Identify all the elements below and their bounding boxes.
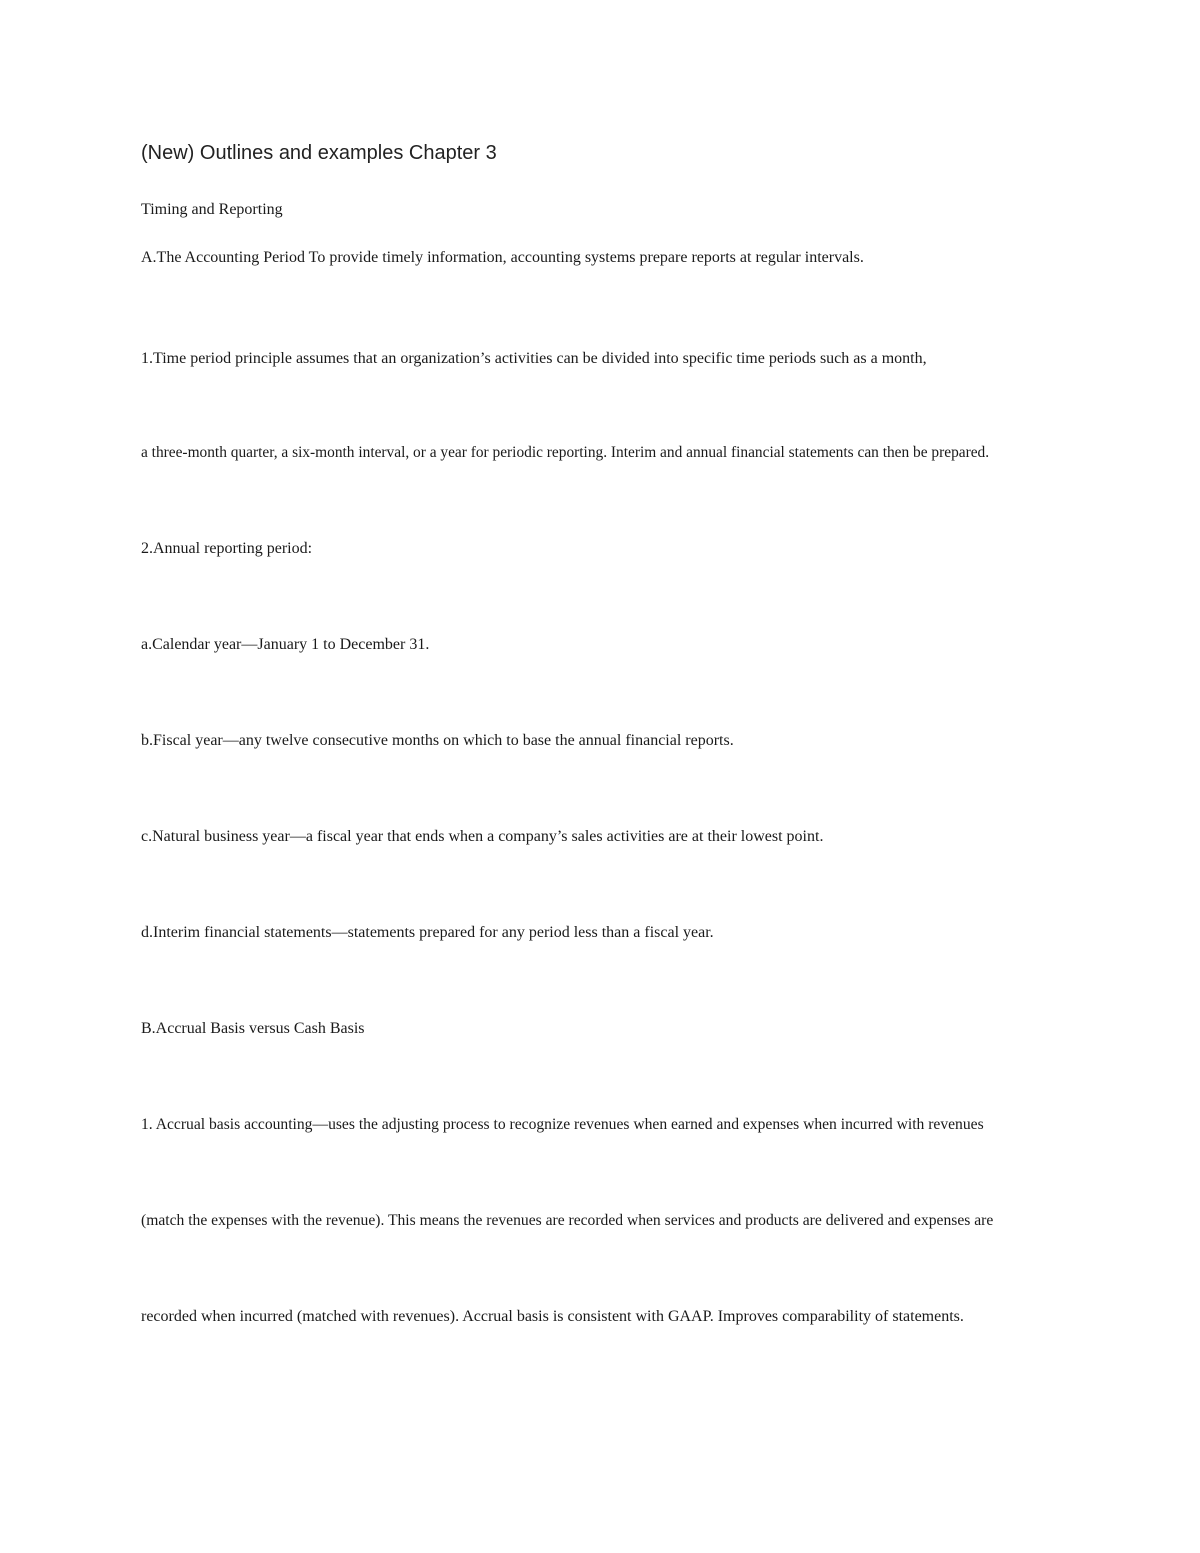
item-a-calendar-year: a.Calendar year—January 1 to December 31. [141,636,430,653]
section-a-accounting-period: A.The Accounting Period To provide timely information, accounting systems prepare reports at regular intervals. [141,249,864,266]
item-2-annual-reporting-period: 2.Annual reporting period: [141,540,313,557]
item-1-time-period-principle: 1.Time period principle assumes that an organization’s activities can be divided into specific time periods such as a month, [141,350,927,367]
item-1-accrual-basis: 1. Accrual basis accounting—uses the adjusting process to recognize revenues when earned and expenses when incurred with revenues [141,1116,984,1133]
item-1-accrual-continuation-1: (match the expenses with the revenue). This means the revenues are recorded when services and products are delivered and expenses are [141,1212,994,1229]
item-b-fiscal-year: b.Fiscal year—any twelve consecutive months on which to base the annual financial reports. [141,732,734,749]
item-c-natural-business-year: c.Natural business year—a fiscal year that ends when a company’s sales activities are at their lowest point. [141,828,824,845]
item-1-continuation: a three-month quarter, a six-month interval, or a year for periodic reporting. Interim and annual financial statements can then be prepared. [141,444,990,461]
section-b-accrual-vs-cash: B.Accrual Basis versus Cash Basis [141,1020,365,1037]
document-title: (New) Outlines and examples Chapter 3 [141,142,497,164]
item-1-accrual-continuation-2: recorded when incurred (matched with revenues). Accrual basis is consistent with GAAP. Improves comparability of statements. [141,1308,964,1325]
section-heading-timing: Timing and Reporting [141,201,283,218]
item-d-interim-statements: d.Interim financial statements—statements prepared for any period less than a fiscal year. [141,924,714,941]
